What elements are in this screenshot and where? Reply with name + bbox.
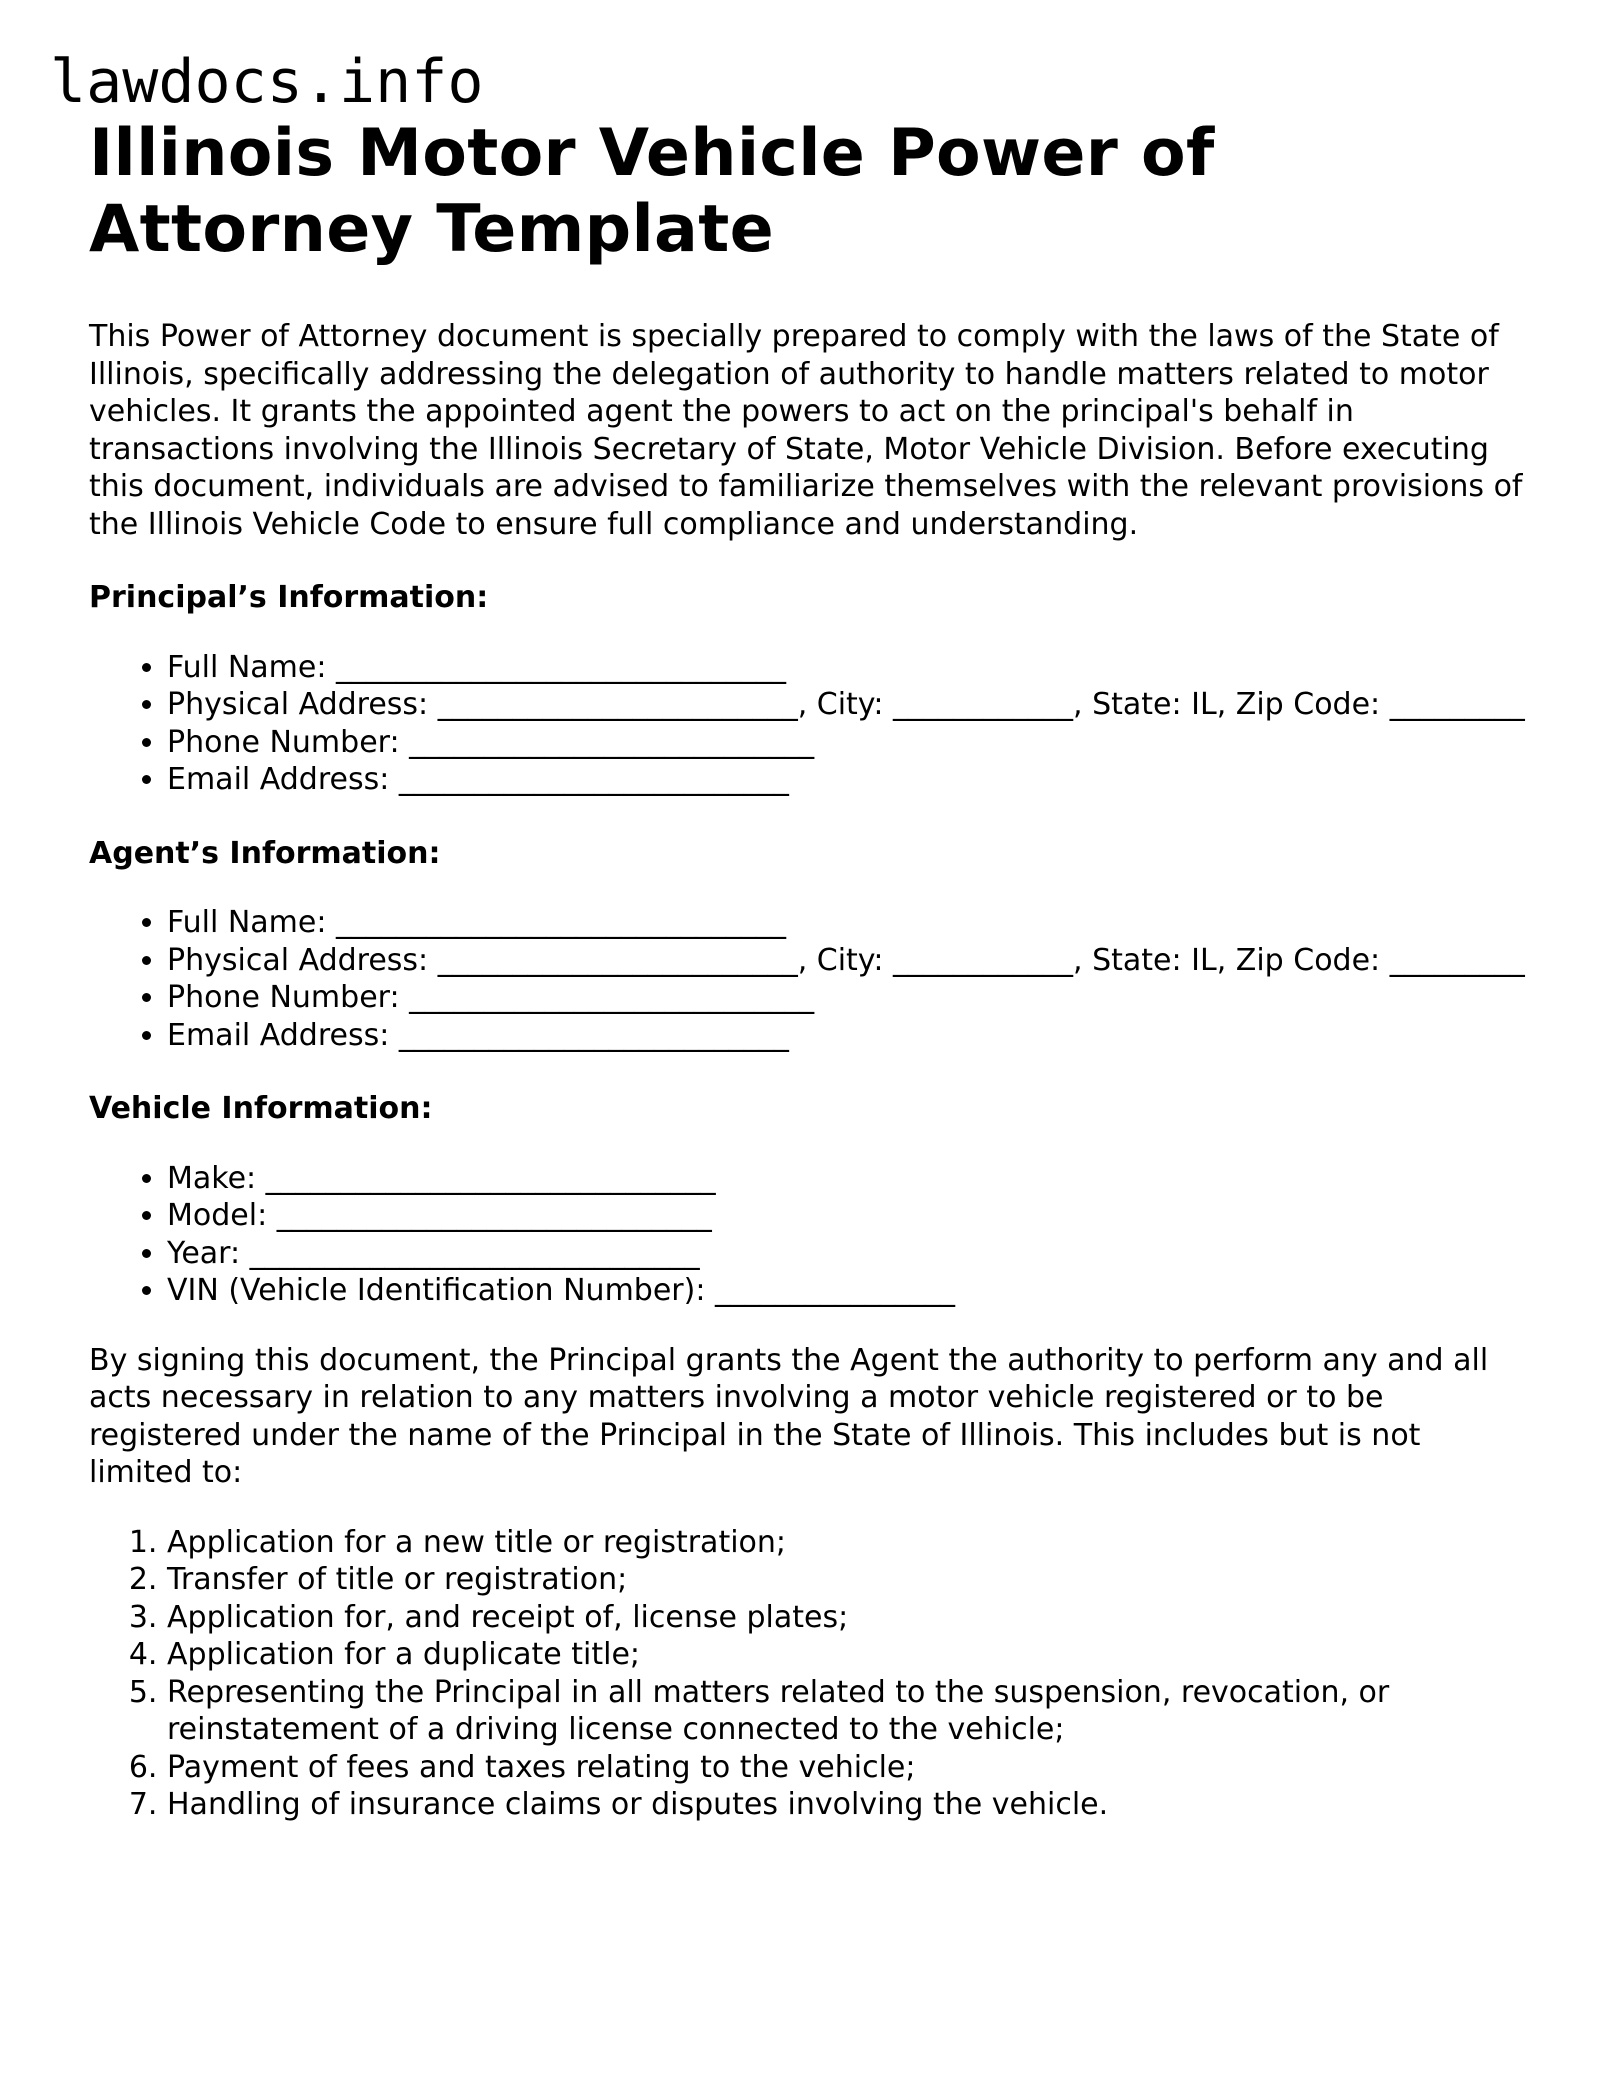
list-item: • Physical Address: ________________________, City: ____________, State: IL, Zip Code: _________ <box>167 686 1529 724</box>
list-item: • VIN (Vehicle Identification Number): ________________ <box>167 1272 1529 1310</box>
document-body <box>89 116 1529 1824</box>
list-item: 7. Handling of insurance claims or disputes involving the vehicle. <box>167 1786 1529 1824</box>
list-item: 3. Application for, and receipt of, license plates; <box>167 1599 1529 1637</box>
list-item: 4. Application for a duplicate title; <box>167 1636 1529 1674</box>
vehicle-info-list <box>89 1160 1529 1310</box>
list-item: • Full Name: ______________________________ <box>167 649 1529 687</box>
principal-info-list <box>89 649 1529 799</box>
list-item: • Email Address: __________________________ <box>167 1017 1529 1055</box>
intro-paragraph: This Power of Attorney document is specially prepared to comply with the laws of the State of Illinois, specifically addressing the delegation of authority to handle matters related to motor vehicles. It grants the appointed agent the powers to act on the principal's behalf in transactions involving the Illinois Secretary of State, Motor Vehicle Division. Before executing this document, individuals are advised to familiarize themselves with the relevant provisions of the Illinois Vehicle Code to ensure full compliance and understanding. <box>89 319 1523 542</box>
list-item: • Year: ______________________________ <box>167 1235 1529 1273</box>
grant-paragraph: By signing this document, the Principal grants the Agent the authority to perform any and all acts necessary in relation to any matters involving a motor vehicle registered or to be registered under the name of the Principal in the State of Illinois. This includes but is not limited to: <box>89 1342 1489 1490</box>
list-item: 2. Transfer of title or registration; <box>167 1561 1529 1599</box>
document-title: Illinois Motor Vehicle Power of Attorney Template <box>89 116 1215 267</box>
list-item: • Full Name: ______________________________ <box>167 904 1529 942</box>
principal-heading: Principal’s Information: <box>89 580 489 615</box>
list-item: • Phone Number: ___________________________ <box>167 979 1529 1017</box>
list-item: • Phone Number: ___________________________ <box>167 724 1529 762</box>
agent-info-list <box>89 904 1529 1054</box>
list-item: • Email Address: __________________________ <box>167 761 1529 799</box>
list-item: • Model: _____________________________ <box>167 1197 1529 1235</box>
site-logo: lawdocs.info <box>50 47 484 117</box>
list-item: 1. Application for a new title or registration; <box>167 1524 1529 1562</box>
list-item: 6. Payment of fees and taxes relating to the vehicle; <box>167 1749 1529 1787</box>
vehicle-heading: Vehicle Information: <box>89 1091 433 1126</box>
list-item: • Physical Address: ________________________, City: ____________, State: IL, Zip Code: _________ <box>167 942 1529 980</box>
list-item: • Make: ______________________________ <box>167 1160 1529 1198</box>
powers-list <box>89 1524 1529 1824</box>
list-item: 5. Representing the Principal in all matters related to the suspension, revocation, or reinstatement of a driving license connected to the vehicle; <box>167 1674 1529 1749</box>
agent-heading: Agent’s Information: <box>89 835 441 871</box>
